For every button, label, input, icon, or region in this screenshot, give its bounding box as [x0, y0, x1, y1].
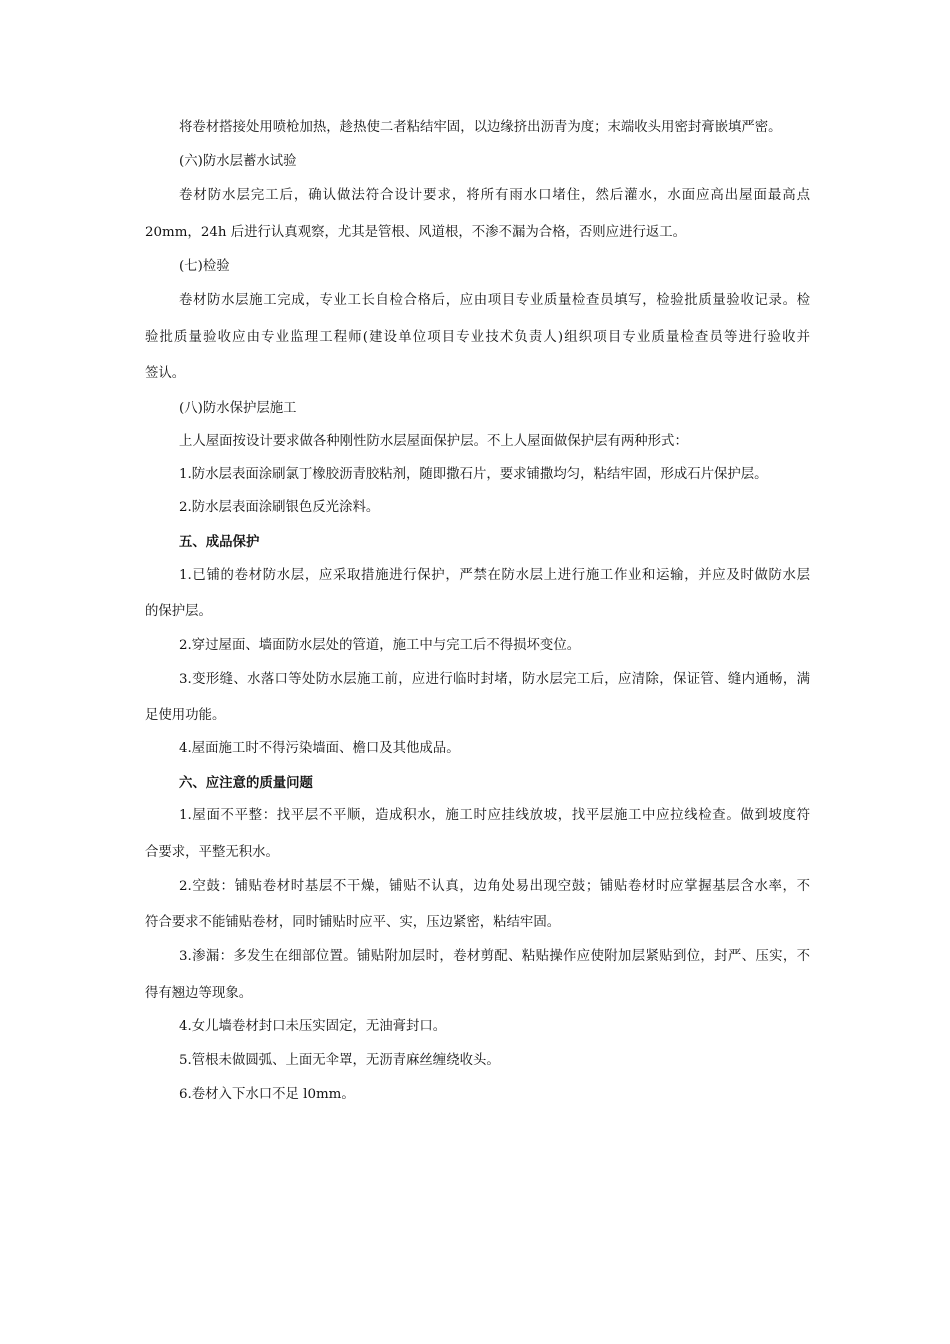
list-item: 2.穿过屋面、墙面防水层处的管道，施工中与完工后不得损坏变位。 [179, 638, 581, 653]
paragraph-line: 的保护层。 [145, 604, 212, 619]
paragraph-line: 签认。 [145, 366, 186, 381]
list-item: 3.渗漏：多发生在细部位置。铺贴附加层时，卷材剪配、粘贴操作应使附加层紧贴到位，封严、压实，不 [179, 949, 810, 964]
paragraph-line: 符合要求不能铺贴卷材，同时铺贴时应平、实，压边紧密，粘结牢固。 [145, 915, 561, 930]
section-heading-8: (八)防水保护层施工 [179, 401, 297, 416]
paragraph-line: 卷材防水层施工完成，专业工长自检合格后，应由项目专业质量检查员填写，检验批质量验收记录。检 [179, 293, 810, 308]
paragraph-line: 将卷材搭接处用喷枪加热，趁热使二者粘结牢固，以边缘挤出沥青为度；末端收头用密封膏嵌填严密。 [179, 120, 782, 135]
list-item: 1.防水层表面涂刷氯丁橡胶沥青胶粘剂，随即撒石片，要求铺撒均匀，粘结牢固，形成石片保护层。 [179, 467, 768, 482]
paragraph-line: 得有翘边等现象。 [145, 986, 253, 1001]
section-heading-6: (六)防水层蓄水试验 [179, 154, 297, 169]
list-item: 4.屋面施工时不得污染墙面、檐口及其他成品。 [179, 741, 460, 756]
chapter-heading-6: 六、应注意的质量问题 [179, 775, 313, 791]
paragraph-line: 验批质量验收应由专业监理工程师(建设单位项目专业技术负责人)组织项目专业质量检查员等进行验收并 [145, 330, 810, 345]
paragraph-line: 合要求，平整无积水。 [145, 845, 279, 860]
section-heading-7: (七)检验 [179, 259, 230, 274]
list-item: 1.屋面不平整：找平层不平顺，造成积水，施工时应挂线放坡，找平层施工中应拉线检查。做到坡度符 [179, 808, 810, 823]
paragraph-line: 20mm，24h 后进行认真观察，尤其是管根、风道根，不渗不漏为合格，否则应进行返工。 [145, 225, 687, 240]
chapter-heading-5: 五、成品保护 [179, 534, 260, 550]
list-item: 2.空鼓：铺贴卷材时基层不干燥，铺贴不认真，边角处易出现空鼓；铺贴卷材时应掌握基层含水率，不 [179, 879, 810, 894]
list-item: 4.女儿墙卷材封口未压实固定，无油膏封口。 [179, 1019, 447, 1034]
paragraph-line: 卷材防水层完工后，确认做法符合设计要求，将所有雨水口堵住，然后灌水，水面应高出屋面最高点 [179, 188, 810, 203]
list-item: 5.管根未做圆弧、上面无伞罩，无沥青麻丝缠绕收头。 [179, 1053, 500, 1068]
list-item: 3.变形缝、水落口等处防水层施工前，应进行临时封堵，防水层完工后，应清除，保证管、缝内通畅，满 [179, 672, 810, 687]
list-item: 6.卷材入下水口不足 l0mm。 [179, 1087, 355, 1102]
paragraph-line: 上人屋面按设计要求做各种刚性防水层屋面保护层。不上人屋面做保护层有两种形式： [179, 434, 688, 449]
list-item: 2.防水层表面涂刷银色反光涂料。 [179, 500, 380, 515]
paragraph-line: 足使用功能。 [145, 708, 226, 723]
list-item: 1.已铺的卷材防水层，应采取措施进行保护，严禁在防水层上进行施工作业和运输，并应及时做防水层 [179, 568, 810, 583]
